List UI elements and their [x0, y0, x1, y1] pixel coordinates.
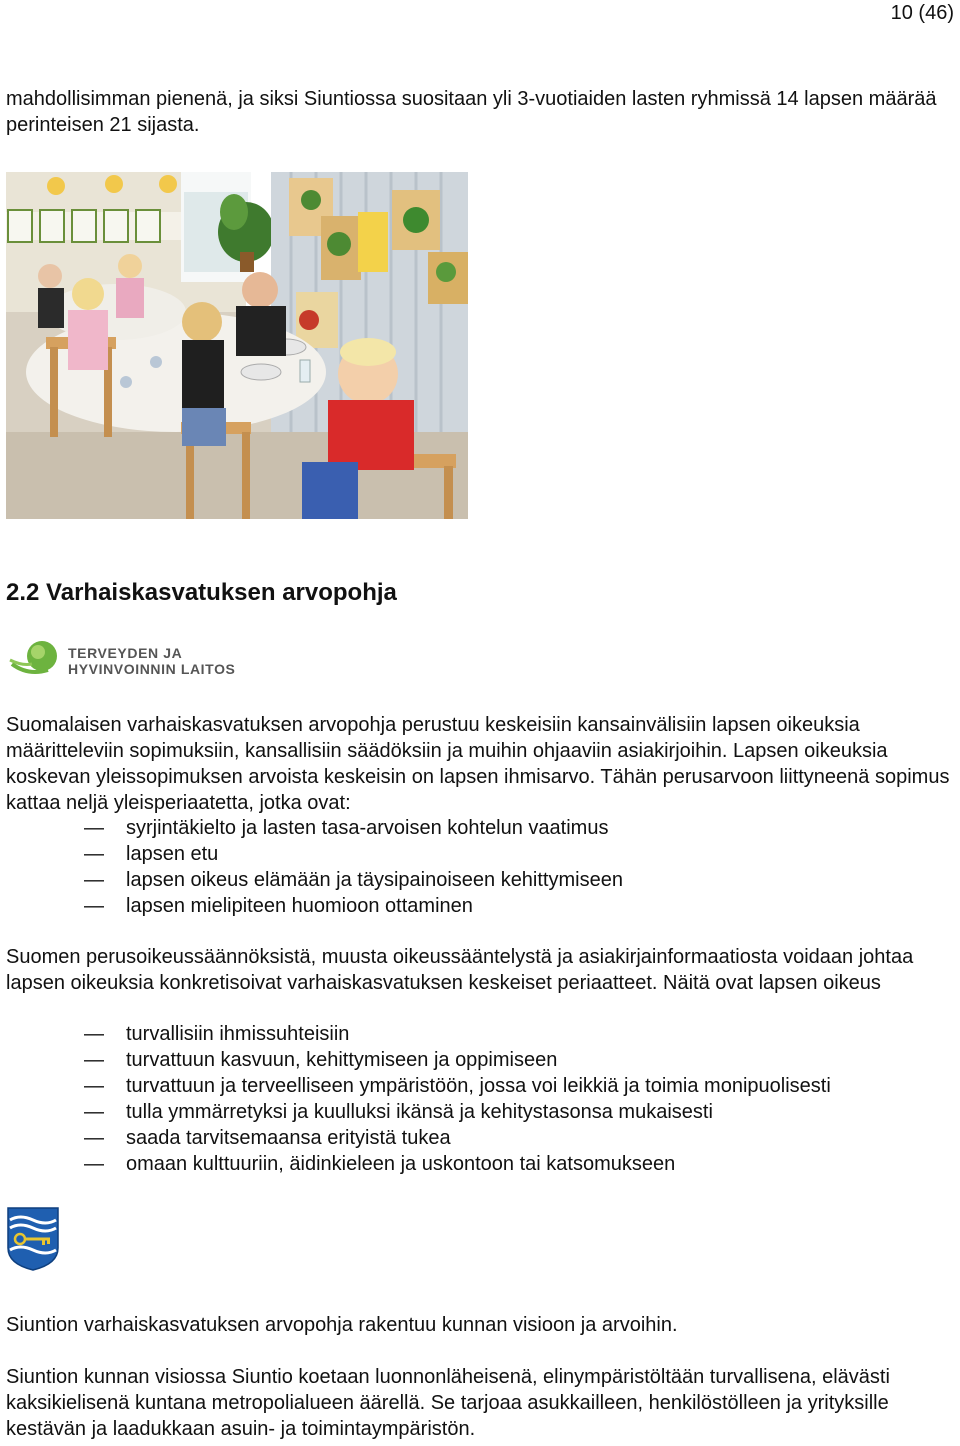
list-item: — lapsen oikeus elämään ja täysipainoiseen kehittymiseen — [84, 869, 623, 891]
list-item: — turvallisiin ihmissuhteisiin — [84, 1023, 350, 1045]
principles-list — [6, 815, 954, 919]
list-item: — tulla ymmärretyksi ja kuulluksi ikänsä ja kehitystasonsa mukaisesti — [84, 1101, 713, 1123]
dash-bullet: — — [84, 1049, 104, 1071]
dash-bullet: — — [84, 1153, 104, 1175]
list-item: — syrjintäkielto ja lasten tasa-arvoisen kohtelun vaatimus — [84, 817, 609, 839]
dash-bullet: — — [84, 1127, 104, 1149]
thl-logo-text — [68, 645, 236, 677]
siuntio-coat-of-arms-icon — [6, 1206, 60, 1272]
vision-intro-paragraph: Siuntion varhaiskasvatuksen arvopohja rakentuu kunnan visioon ja arvoihin. — [6, 1314, 678, 1336]
children-at-table-photo — [6, 172, 468, 519]
values-paragraph: Suomalaisen varhaiskasvatuksen arvopohja perustuu keskeisiin kansainvälisiin lapsen oikeuksia määritteleviin sopimuksiin, kansallisiin säädöksiin ja muihin ohjaaviin asiakirjoihin. Lapsen oikeuksia koskevan yleissopimuksen arvoista keskeisin on lapsen ihmisarvo. Tähän perusarvoon liittyneenä sopimus kattaa neljä yleisperiaatetta, jotka ovat: — [6, 714, 950, 814]
list-item: — lapsen mielipiteen huomioon ottaminen — [84, 895, 473, 917]
section-heading: 2.2 Varhaiskasvatuksen arvopohja — [6, 579, 397, 606]
dash-bullet: — — [84, 895, 104, 917]
list-item: — turvattuun kasvuun, kehittymiseen ja oppimiseen — [84, 1049, 558, 1071]
dash-bullet: — — [84, 869, 104, 891]
dash-bullet: — — [84, 1075, 104, 1097]
dash-bullet: — — [84, 843, 104, 865]
thl-logo-line2: HYVINVOINNIN LAITOS — [68, 661, 236, 677]
list-item: — lapsen etu — [84, 843, 219, 865]
page-number: 10 (46) — [890, 2, 954, 24]
list-item: — turvattuun ja terveelliseen ympäristöön, jossa voi leikkiä ja toimia monipuolisesti — [84, 1075, 831, 1097]
intro-paragraph: mahdollisimman pienenä, ja siksi Siuntiossa suositaan yli 3-vuotiaiden lasten ryhmissä 14 lapsen määrää perinteisen 21 sijasta. — [6, 88, 937, 136]
rights-paragraph: Suomen perusoikeussäännöksistä, muusta oikeussääntelystä ja asiakirjainformaatiosta voidaan johtaa lapsen oikeuksia konkretisoivat varhaiskasvatuksen keskeiset periaatteet. Näitä ovat lapsen oikeus — [6, 946, 914, 994]
vision-paragraph: Siuntion kunnan visiossa Siuntio koetaan luonnonläheisenä, elinympäristöltään turvallisena, elävästi kaksikielisenä kuntana metropolialueen äärellä. Se tarjoaa asukkailleen, henkilöstölleen ja yrityksille kestävän ja laadukkaan asuin- ja toimintaympäristön. — [6, 1366, 890, 1440]
list-item: — saada tarvitsemaansa erityistä tukea — [84, 1127, 451, 1149]
dash-bullet: — — [84, 1023, 104, 1045]
list-item: — omaan kulttuuriin, äidinkieleen ja uskontoon tai katsomukseen — [84, 1153, 676, 1175]
thl-logo-line1: TERVEYDEN JA — [68, 645, 183, 661]
dash-bullet: — — [84, 817, 104, 839]
dash-bullet: — — [84, 1101, 104, 1123]
rights-list — [6, 1021, 954, 1177]
